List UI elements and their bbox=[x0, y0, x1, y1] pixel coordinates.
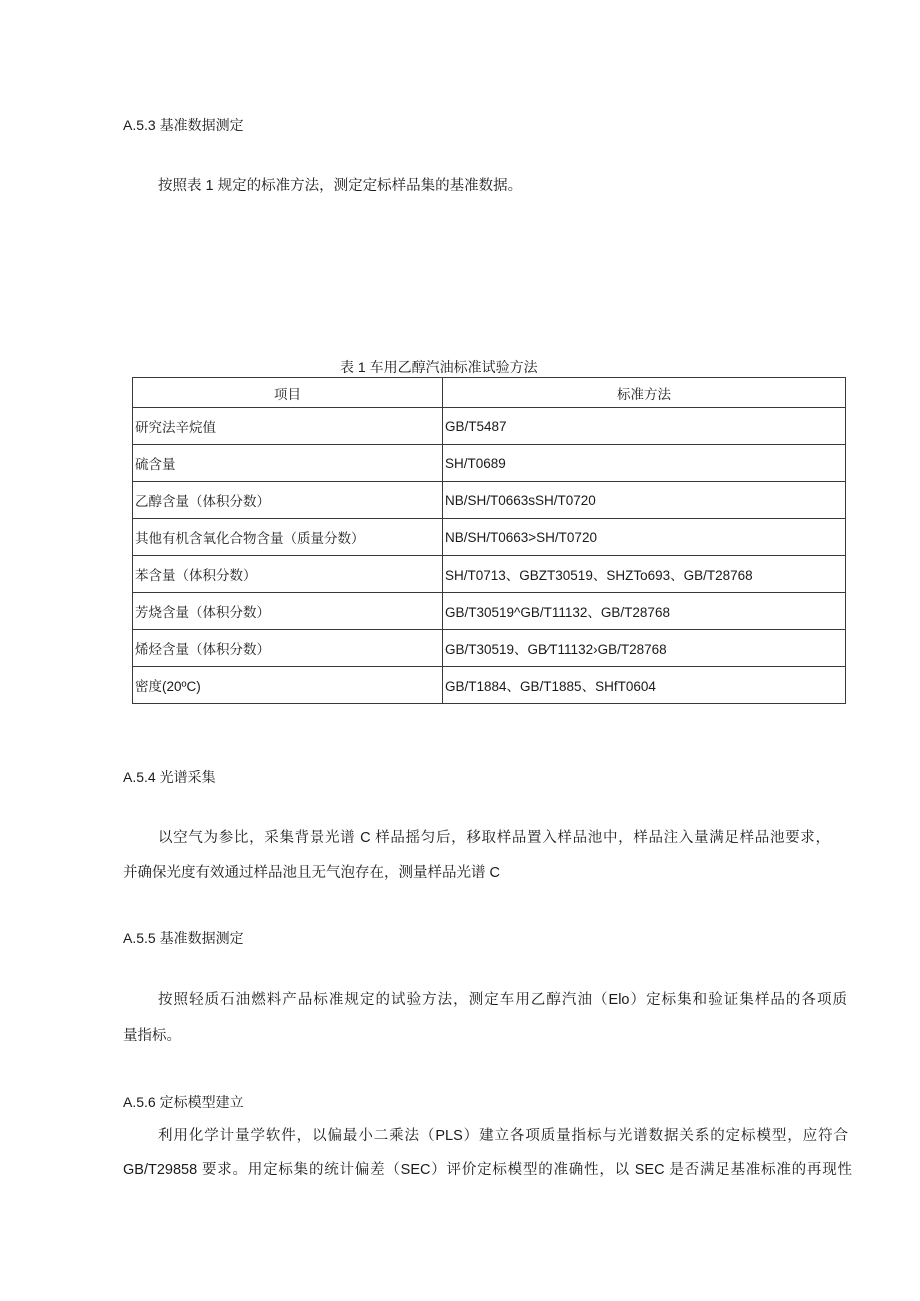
table-cell-item: 乙醇含量（体积分数） bbox=[133, 482, 443, 519]
table-caption: 表 1 车用乙醇汽油标准试验方法 bbox=[340, 359, 538, 375]
table-row bbox=[133, 519, 846, 556]
section-paragraph-a54-line2: 并确保光度有效通过样品池且无气泡存在，测量样品光谱 C bbox=[123, 865, 500, 881]
table-cell-item: 硫含量 bbox=[133, 445, 443, 482]
table-row bbox=[133, 593, 846, 630]
table-cell-item: 烯烃含量（体积分数） bbox=[133, 630, 443, 667]
section-heading-a56: A.5.6 定标模型建立 bbox=[123, 1094, 244, 1110]
table-cell-item: 苯含量（体积分数） bbox=[133, 556, 443, 593]
section-paragraph-a55-line1: 按照轻质石油燃料产品标准规定的试验方法，测定车用乙醇汽油（Elo）定标集和验证集样品的各项质 bbox=[158, 992, 847, 1008]
table-row bbox=[133, 556, 846, 593]
table-cell-method: GB/T5487 bbox=[443, 408, 846, 445]
table-cell-item: 研究法辛烷值 bbox=[133, 408, 443, 445]
section-paragraph-a53: 按照表 1 规定的标准方法，测定定标样品集的基准数据。 bbox=[158, 178, 523, 194]
standard-methods-table bbox=[132, 377, 846, 704]
table-cell-method: SH/T0713、GBZT30519、SHZTo693、GB/T28768 bbox=[443, 556, 846, 593]
table-row bbox=[133, 667, 846, 704]
table-cell-method: GB/T1884、GB/T1885、SHfT0604 bbox=[443, 667, 846, 704]
table-cell-method: GB/T30519、GB∕T11132›GB/T28768 bbox=[443, 630, 846, 667]
section-paragraph-a56-line2: GB/T29858 要求。用定标集的统计偏差（SEC）评价定标模型的准确性，以 SEC 是否满足基准标准的再现性 bbox=[123, 1162, 852, 1178]
section-heading-a55: A.5.5 基准数据测定 bbox=[123, 930, 244, 946]
section-paragraph-a55-line2: 量指标。 bbox=[123, 1028, 181, 1044]
table-row bbox=[133, 630, 846, 667]
table-cell-method: NB/SH/T0663sSH/T0720 bbox=[443, 482, 846, 519]
table-row bbox=[133, 482, 846, 519]
section-heading-a53: A.5.3 基准数据测定 bbox=[123, 117, 244, 133]
section-heading-a54: A.5.4 光谱采集 bbox=[123, 769, 216, 785]
table-cell-item: 芳烧含量（体积分数） bbox=[133, 593, 443, 630]
column-header-method: 标准方法 bbox=[443, 378, 846, 408]
section-paragraph-a54-line1: 以空气为参比，采集背景光谱 C 样品摇匀后，移取样品置入样品池中，样品注入量满足样品池要求， bbox=[158, 830, 830, 846]
table-header-row bbox=[133, 378, 846, 408]
table-cell-item: 其他有机含氧化合物含量（质量分数） bbox=[133, 519, 443, 556]
table-cell-method: GB/T30519^GB/T11132、GB/T28768 bbox=[443, 593, 846, 630]
column-header-item: 项目 bbox=[133, 378, 443, 408]
table-cell-method: NB/SH/T0663>SH/T0720 bbox=[443, 519, 846, 556]
table-cell-item: 密度(20ºC) bbox=[133, 667, 443, 704]
section-paragraph-a56-line1: 利用化学计量学软件，以偏最小二乘法（PLS）建立各项质量指标与光谱数据关系的定标模型，应符合 bbox=[158, 1128, 848, 1144]
table-row bbox=[133, 408, 846, 445]
table-cell-method: SH/T0689 bbox=[443, 445, 846, 482]
table-row bbox=[133, 445, 846, 482]
